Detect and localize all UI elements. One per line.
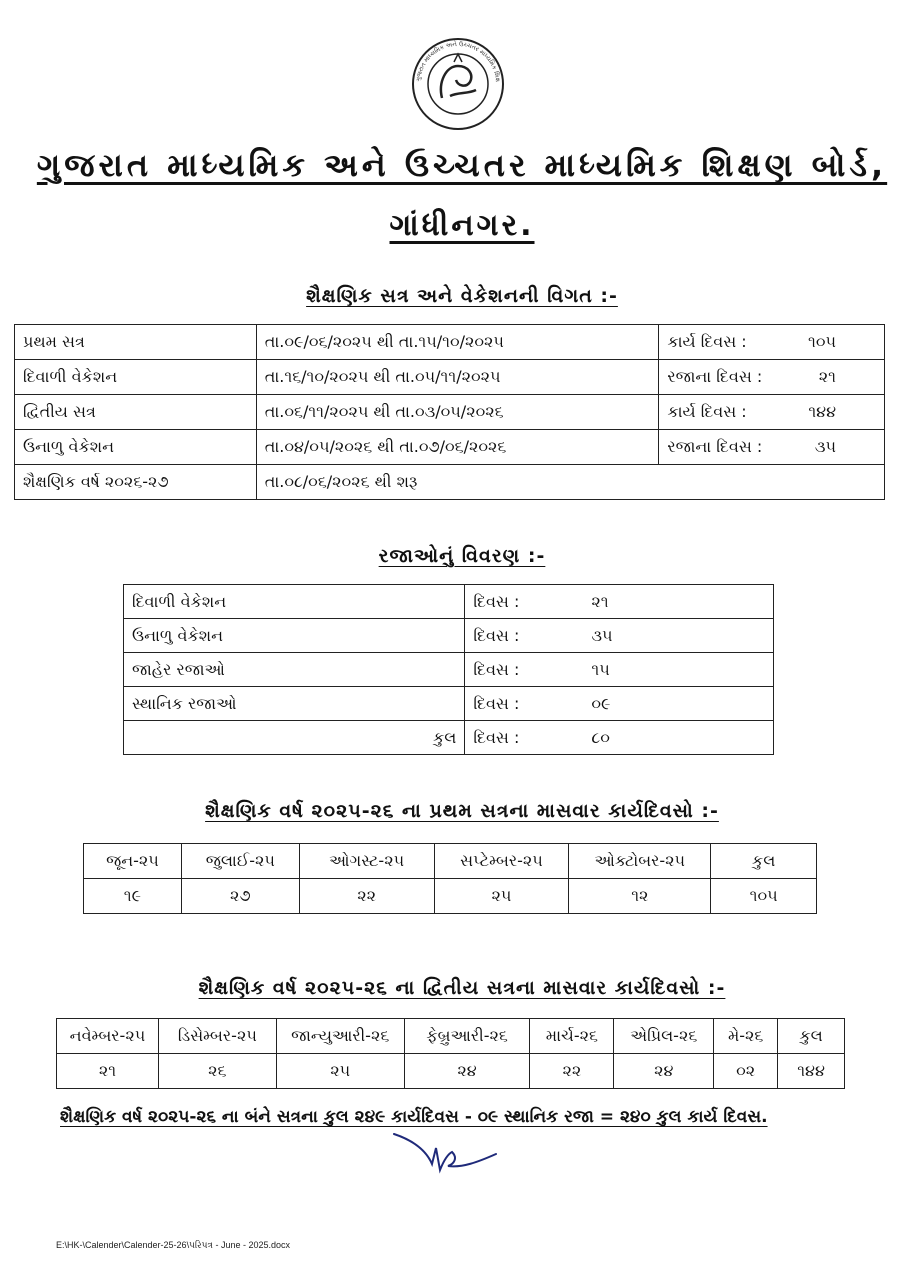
session-name: ઉનાળુ વેકેશન: [15, 430, 257, 465]
month-header: મે-૨૬: [714, 1019, 778, 1054]
month-days: ૨૧: [57, 1054, 159, 1089]
days-value: ૨૧: [818, 367, 836, 386]
month-days: ૦૨: [714, 1054, 778, 1089]
holiday-name: સ્થાનિક રજાઓ: [124, 687, 465, 721]
days-value: ૨૧: [591, 591, 609, 611]
holiday-days: [465, 619, 774, 653]
month-header: જૂન-૨૫: [84, 844, 182, 879]
month-days: ૧૪૪: [778, 1054, 845, 1089]
days-value: ૩૫: [591, 625, 613, 645]
holidays-table: [123, 584, 774, 755]
session-period: તા.૧૬/૧૦/૨૦૨૫ થી તા.૦૫/૧૧/૨૦૨૫: [256, 360, 659, 395]
month-header: કુલ: [711, 844, 817, 879]
table-row: [15, 325, 885, 360]
days-label: દિવસ :: [473, 693, 520, 713]
session-period: તા.૦૬/૧૧/૨૦૨૫ થી તા.૦૩/૦૫/૨૦૨૬: [256, 395, 659, 430]
session-period: તા.૦૪/૦૫/૨૦૨૬ થી તા.૦૭/૦૬/૨૦૨૬: [256, 430, 659, 465]
month-days: ૨૭: [181, 879, 299, 914]
holiday-total-label: કુલ: [124, 721, 465, 755]
holidays-heading: રજાઓનું વિવરણ :-: [378, 545, 546, 567]
table-row: [15, 430, 885, 465]
table-row: [15, 465, 885, 500]
holiday-days: [465, 653, 774, 687]
month-header: નવેમ્બર-૨૫: [57, 1019, 159, 1054]
days-label: કાર્ય દિવસ :: [667, 402, 747, 421]
sessions-heading: શૈક્ષણિક સત્ર અને વેકેશનની વિગત :-: [306, 285, 618, 307]
month-days: ૧૦૫: [711, 879, 817, 914]
session-period: તા.૦૯/૦૬/૨૦૨૫ થી તા.૧૫/૧૦/૨૦૨૫: [256, 325, 659, 360]
holiday-name: જાહેર રજાઓ: [124, 653, 465, 687]
month-header: એપ્રિલ-૨૬: [614, 1019, 714, 1054]
days-label: દિવસ :: [473, 591, 520, 611]
month-days: ૨૫: [434, 879, 569, 914]
session-days: [659, 430, 885, 465]
total-working-days-note: શૈક્ષણિક વર્ષ ૨૦૨૫-૨૬ ના બંને સત્રના કુલ ૨૪૯ કાર્યદિવસ - ૦૯ સ્થાનિક રજા = ૨૪૦ કુલ કાર્ય દિવસ.: [60, 1107, 768, 1127]
month-days: ૨૨: [299, 879, 434, 914]
month-header: ઓક્ટોબર-૨૫: [569, 844, 711, 879]
board-seal: [398, 36, 518, 132]
first-term-heading: શૈક્ષણિક વર્ષ ૨૦૨૫-૨૬ ના પ્રથમ સત્રના માસવાર કાર્યદિવસો :-: [205, 800, 719, 822]
month-header: જુલાઈ-૨૫: [181, 844, 299, 879]
days-label: દિવસ :: [473, 625, 520, 645]
table-row: [124, 653, 774, 687]
days-value: ૮૦: [591, 727, 610, 747]
signature: [392, 1130, 502, 1180]
seal-text: ગુજરાત માધ્યમિક અને ઉચ્ચતર માધ્યમિક શિક્ષ: [415, 40, 501, 83]
days-label: કાર્ય દિવસ :: [667, 332, 747, 351]
table-row: [57, 1054, 845, 1089]
file-path: E:\HK-\Calender\Calender-25-26\પરિપત્ર - June - 2025.docx: [56, 1240, 291, 1250]
days-label: રજાના દિવસ :: [667, 367, 763, 386]
session-name: દિવાળી વેકેશન: [15, 360, 257, 395]
table-row: [84, 879, 817, 914]
session-days: [659, 325, 885, 360]
table-row: [15, 360, 885, 395]
holiday-days: [465, 687, 774, 721]
holiday-days: [465, 585, 774, 619]
board-title: ગુજરાત માધ્યમિક અને ઉચ્ચતર માધ્યમિક શિક્ષણ બોર્ડ,: [36, 146, 888, 184]
month-header: કુલ: [778, 1019, 845, 1054]
month-header: માર્ચ-૨૬: [530, 1019, 614, 1054]
month-days: ૨૬: [158, 1054, 276, 1089]
second-term-heading: શૈક્ષણિક વર્ષ ૨૦૨૫-૨૬ ના દ્વિતીય સત્રના માસવાર કાર્યદિવસો :-: [198, 977, 726, 999]
month-days: ૨૫: [276, 1054, 404, 1089]
holiday-name: ઉનાળુ વેકેશન: [124, 619, 465, 653]
session-days: [659, 360, 885, 395]
days-label: દિવસ :: [473, 659, 520, 679]
board-city: ગાંધીનગર.: [389, 208, 535, 243]
month-days: ૨૨: [530, 1054, 614, 1089]
days-value: ૧૦૫: [808, 332, 836, 351]
session-name: દ્વિતીય સત્ર: [15, 395, 257, 430]
first-term-table: [83, 843, 817, 914]
month-header: જાન્યુઆરી-૨૬: [276, 1019, 404, 1054]
session-name: શૈક્ષણિક વર્ષ ૨૦૨૬-૨૭: [15, 465, 257, 500]
month-days: ૨૪: [614, 1054, 714, 1089]
month-days: ૧૨: [569, 879, 711, 914]
days-label: રજાના દિવસ :: [667, 437, 763, 456]
table-row: [57, 1019, 845, 1054]
sessions-table: [14, 324, 885, 500]
days-value: ૧૪૪: [808, 402, 836, 421]
table-row: [124, 687, 774, 721]
table-row: [124, 721, 774, 755]
month-header: ફેબ્રુઆરી-૨૬: [404, 1019, 530, 1054]
month-header: સપ્ટેમ્બર-૨૫: [434, 844, 569, 879]
table-row: [15, 395, 885, 430]
holiday-days: [465, 721, 774, 755]
month-header: ડિસેમ્બર-૨૫: [158, 1019, 276, 1054]
month-header: ઓગસ્ટ-૨૫: [299, 844, 434, 879]
table-row: [124, 585, 774, 619]
month-days: ૧૯: [84, 879, 182, 914]
table-row: [124, 619, 774, 653]
days-value: ૩૫: [814, 437, 836, 456]
session-days: [659, 395, 885, 430]
days-value: ૧૫: [591, 659, 610, 679]
session-name: પ્રથમ સત્ર: [15, 325, 257, 360]
table-row: [84, 844, 817, 879]
month-days: ૨૪: [404, 1054, 530, 1089]
second-term-table: [56, 1018, 845, 1089]
days-value: ૦૯: [591, 693, 611, 713]
session-period: તા.૦૮/૦૬/૨૦૨૬ થી શરૂ: [256, 465, 884, 500]
days-label: દિવસ :: [473, 727, 520, 747]
holiday-name: દિવાળી વેકેશન: [124, 585, 465, 619]
